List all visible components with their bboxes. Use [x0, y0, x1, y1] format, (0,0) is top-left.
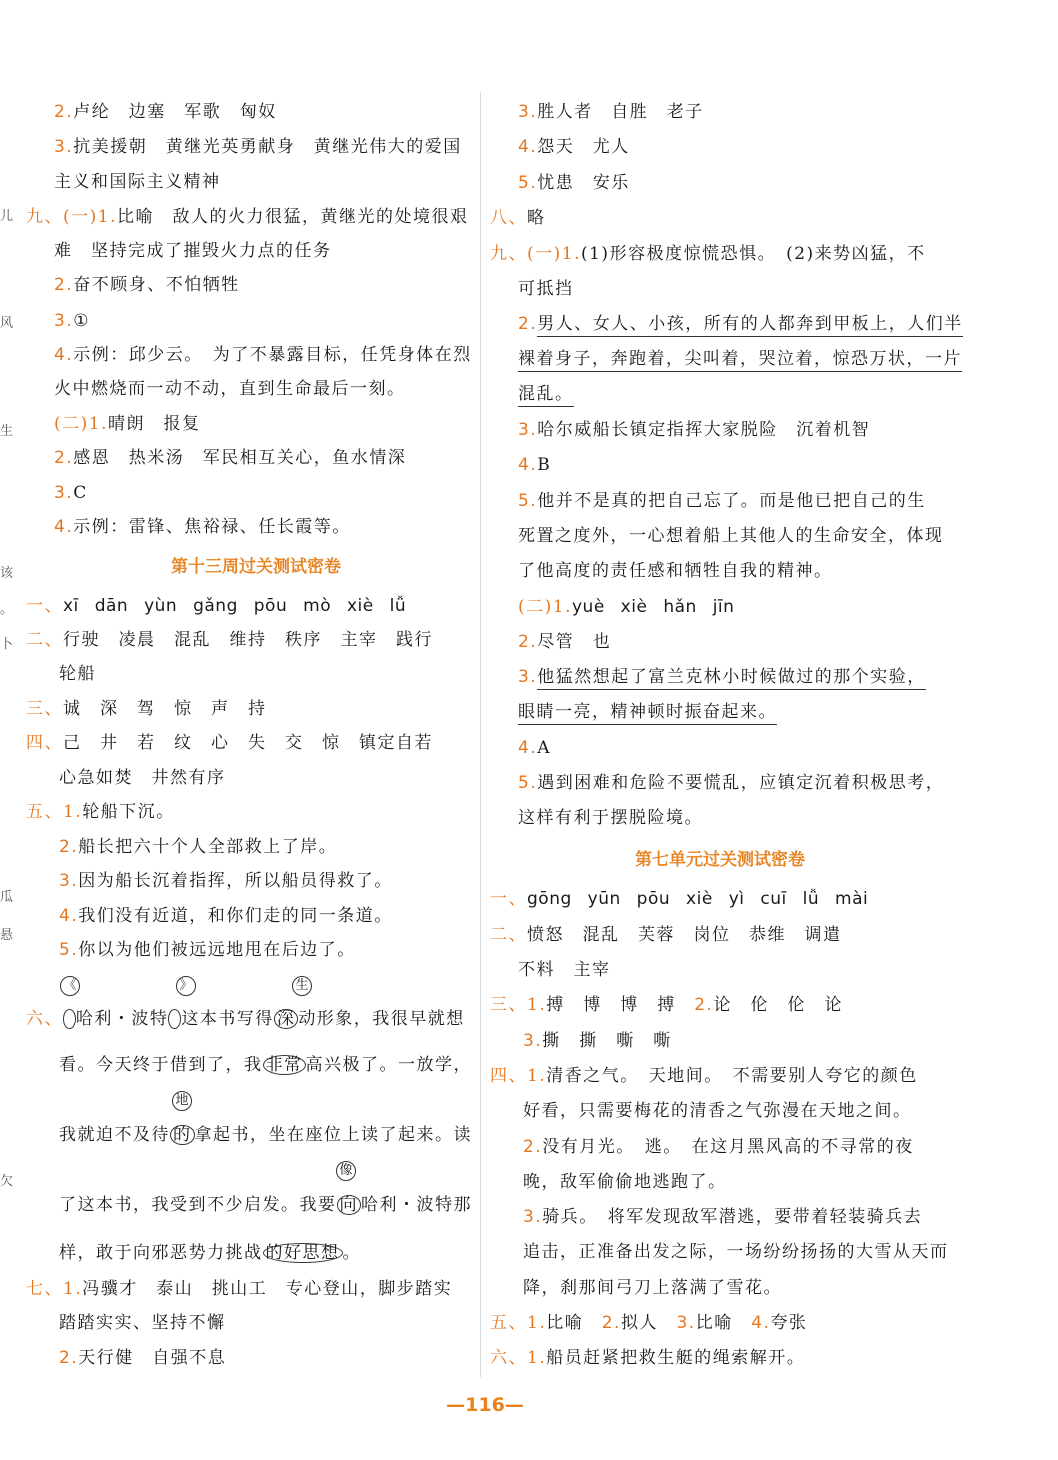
answer-line: 三、诚 深 驾 惊 声 持 [26, 699, 267, 719]
answer-line: 5.你以为他们被远远地甩在后边了。 [59, 940, 356, 960]
answer-line: 5.他并不是真的把自己忘了。而是他已把自己的生 [518, 491, 926, 511]
answer-line: 二、愤怒 混乱 芙蓉 岗位 恭维 调遣 [490, 925, 842, 945]
answer-line: 晚，敌军偷偷地逃跑了。 [523, 1172, 727, 1192]
answer-line: 3.抗美援朝 黄继光英勇献身 黄继光伟大的爱国 [54, 137, 462, 157]
circled-word: 向 [337, 1195, 362, 1215]
edge-char: 欠 [0, 1174, 14, 1189]
answer-line: 死置之度外，一心想着船上其他人的生命安全，体现 [518, 526, 944, 546]
answer-line: 追击，正准备出发之际，一场纷纷扬扬的大雪从天而 [523, 1242, 949, 1262]
answer-line: 2.天行健 自强不息 [59, 1348, 227, 1368]
edge-char: 。 [0, 602, 14, 617]
answer-line: 六、1.船员赶紧把救生艇的绳索解开。 [490, 1348, 806, 1368]
answer-line: 4.B [518, 455, 552, 475]
insertion-caret [63, 1009, 76, 1029]
answer-line: 裸着身子，奔跑着，尖叫着，哭泣着，惊恐万状，一片 [518, 347, 962, 371]
answer-line: 四、己 井 若 纹 心 失 交 惊 镇定自若 [26, 733, 433, 753]
answer-line: 看。今天终于借到了，我 非常 高兴极了。一放学， [59, 1055, 472, 1075]
answer-line: 六、 哈利・波特 这本书写得 深 动形象，我很早就想 [26, 1009, 465, 1029]
circled-word: 深 [274, 1009, 299, 1029]
circled-word: 非常 [263, 1055, 306, 1075]
answer-line: 3.胜人者 自胜 老子 [518, 102, 704, 122]
answer-line: 5.遇到困难和危险不要慌乱，应镇定沉着积极思考， [518, 773, 945, 793]
answer-line: 我就迫不及待 的 拿起书，坐在座位上读了起来。读 [59, 1125, 472, 1145]
answer-line: 八、略 [490, 208, 546, 228]
answer-line: 四、1.清香之气。 天地间。 不需要别人夸它的颜色 [490, 1066, 918, 1086]
answer-line: 4.怨天 尤人 [518, 137, 630, 157]
answer-line: 一、gōng yūn pōu xiè yì cuī lǚ mài [490, 889, 869, 909]
edge-char: 儿 [0, 209, 14, 224]
answer-line: 4.我们没有近道，和你们走的同一条道。 [59, 906, 393, 926]
answer-line: 二、行驶 凌晨 混乱 维持 秩序 主宰 践行 [26, 630, 433, 650]
answer-line: 3.哈尔威船长镇定指挥大家脱险 沉着机智 [518, 420, 871, 440]
edge-char: 悬 [0, 928, 14, 943]
answer-line: 火中燃烧而一动不动，直到生命最后一刻。 [54, 379, 406, 399]
answer-line: 2.卢纶 边塞 军歌 匈奴 [54, 102, 277, 122]
answer-line: 3.撕 撕 嘶 嘶 [523, 1031, 672, 1051]
answer-line: 五、1.轮船下沉。 [26, 802, 175, 822]
answer-line: 3.他猛然想起了富兰克林小时候做过的那个实验， [518, 665, 926, 689]
answer-line: (二)1.yuè xiè hǎn jīn [518, 597, 735, 617]
answer-line: 一、xī dān yùn gǎng pōu mò xiè lǚ [26, 596, 407, 616]
answer-line: 2.尽管 也 [518, 632, 612, 652]
answer-line: 4.示例：邱少云。 为了不暴露目标，任凭身体在烈 [54, 345, 472, 365]
circled-word: 的 [170, 1125, 195, 1145]
answer-line: 不料 主宰 [518, 960, 611, 980]
answer-line: 2.没有月光。 逃。 在这月黑风高的不寻常的夜 [523, 1137, 914, 1157]
answer-line: 2.船长把六十个人全部救上了岸。 [59, 837, 338, 857]
answer-line: 3.C [54, 483, 88, 503]
left-column [26, 0, 486, 1460]
answer-line: 眼睛一亮，精神顿时振奋起来。 [518, 700, 777, 724]
correction-mark: 地 [172, 1091, 192, 1111]
answer-line: 样，敢于向邪恶势力挑战 的好思想 。 [59, 1243, 361, 1263]
answer-line: 2.奋不顾身、不怕牺牲 [54, 275, 240, 295]
correction-mark: 》 [176, 976, 196, 996]
answer-line: 了这本书，我受到不少启发。我要 向 哈利・波特那 [59, 1195, 472, 1215]
correction-mark: 《 [60, 976, 80, 996]
edge-char: 瓜 [0, 890, 14, 905]
circled-word: 的好思想 [263, 1243, 343, 1263]
answer-line: 轮船 [59, 664, 96, 684]
answer-line: 七、1.冯骥才 泰山 挑山工 专心登山，脚步踏实 [26, 1279, 453, 1299]
answer-line: 心急如焚 井然有序 [59, 768, 226, 788]
answer-line: 2.男人、女人、小孩，所有的人都奔到甲板上，人们半 [518, 312, 963, 336]
edge-char: 该 [0, 566, 14, 581]
answer-line: 了他高度的责任感和牺牲自我的精神。 [518, 561, 833, 581]
answer-line: 可抵挡 [518, 279, 574, 299]
answer-line: 4.A [518, 738, 552, 758]
answer-line: 主义和国际主义精神 [54, 172, 221, 192]
answer-line: 难 坚持完成了摧毁火力点的任务 [54, 241, 332, 261]
edge-char: 风 [0, 316, 14, 331]
correction-mark: 像 [336, 1161, 356, 1181]
correction-mark: 生 [292, 976, 312, 996]
answer-line: (二)1.晴朗 报复 [54, 414, 201, 434]
answer-line: 踏踏实实、坚持不懈 [59, 1313, 226, 1333]
answer-line: 好看，只需要梅花的清香之气弥漫在天地之间。 [523, 1101, 912, 1121]
answer-line: 4.示例：雷锋、焦裕禄、任长霞等。 [54, 517, 351, 537]
answer-line: 九、(一)1.(1)形容极度惊慌恐惧。 (2)来势凶猛，不 [490, 244, 926, 264]
answer-line: 五、1.比喻 2.拟人 3.比喻 4.夸张 [490, 1313, 808, 1333]
section-heading: 第七单元过关测试密卷 [635, 850, 805, 870]
answer-line: 3.骑兵。 将军发现敌军潜逃，要带着轻装骑兵去 [523, 1207, 923, 1227]
answer-line: 5.忧患 安乐 [518, 173, 630, 193]
page-number: —116— [446, 1394, 524, 1416]
answer-line: 2.感恩 热米汤 军民相互关心，鱼水情深 [54, 448, 407, 468]
answer-line: 混乱。 [518, 382, 574, 406]
answer-line: 3.① [54, 311, 90, 331]
answer-line: 降，刹那间弓刀上落满了雪花。 [523, 1278, 782, 1298]
insertion-caret [168, 1009, 181, 1029]
answer-line: 这样有利于摆脱险境。 [518, 808, 703, 828]
edge-char: 卜 [0, 637, 14, 652]
section-heading: 第十三周过关测试密卷 [171, 557, 341, 577]
answer-line: 九、(一)1.比喻 敌人的火力很猛，黄继光的处境很艰 [26, 207, 469, 227]
answer-line: 三、1.搏 博 博 搏 2.论 伦 伦 论 [490, 995, 843, 1015]
answer-line: 3.因为船长沉着指挥，所以船员得救了。 [59, 871, 393, 891]
left-edge-fragments [0, 0, 12, 1460]
edge-char: 生 [0, 424, 14, 439]
right-column [490, 0, 963, 1460]
